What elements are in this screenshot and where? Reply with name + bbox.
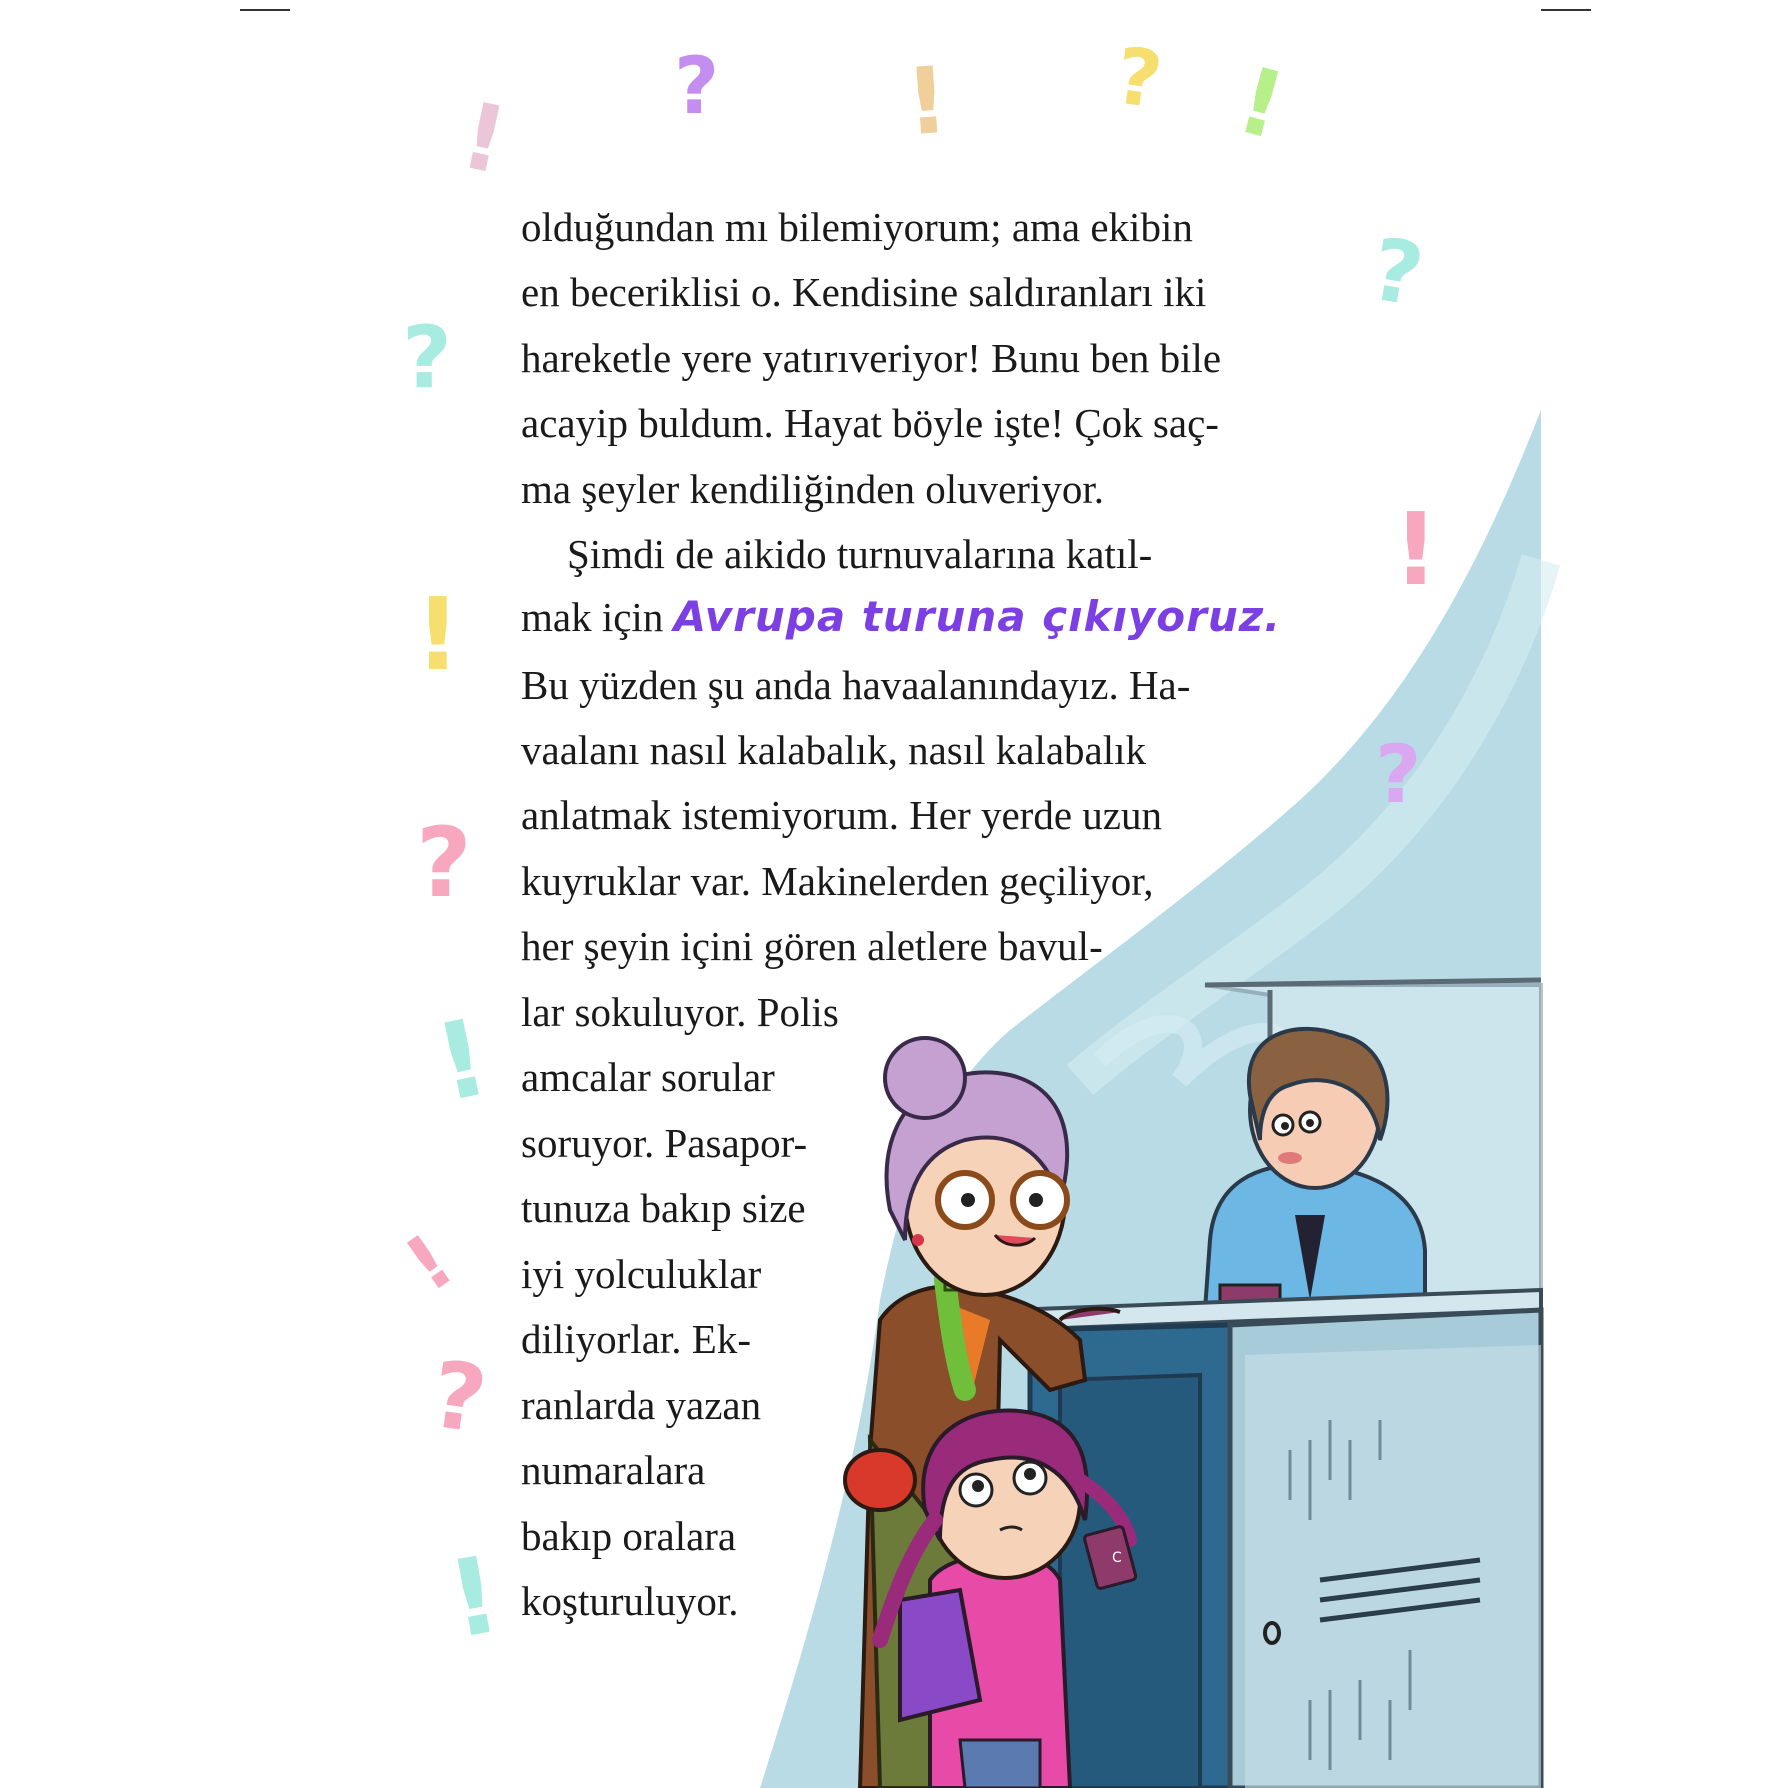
text-line: Şimdi de aikido turnuvalarına katıl- — [567, 531, 1153, 577]
decor-question-mark: ? — [416, 807, 472, 919]
decor-exclaim-mark: ! — [439, 1532, 509, 1663]
text-line: koşturuluyor. — [521, 1578, 739, 1624]
text-line: mak için — [521, 594, 664, 640]
passport-letter: C — [1112, 1550, 1122, 1566]
text-line: lar sokuluyor. Polis — [521, 989, 839, 1035]
text-line: ranlarda yazan — [521, 1382, 762, 1428]
highlight-phrase: Avrupa turuna çıkıyoruz. — [673, 592, 1282, 641]
decor-exclaim-mark: ! — [415, 576, 461, 693]
text-line: bakıp oralara — [521, 1513, 737, 1559]
decor-exclaim-mark: ! — [1393, 491, 1439, 608]
text-line: kuyruklar var. Makinelerden geçiliyor, — [521, 858, 1154, 904]
text-line: soruyor. Pasapor- — [521, 1120, 808, 1166]
decor-question-mark: ? — [424, 1340, 493, 1455]
text-line: iyi yolculuklar — [521, 1251, 762, 1297]
text-line: diliyorlar. Ek- — [521, 1316, 752, 1362]
text-line: tunuza bakıp size — [521, 1185, 806, 1231]
decor-exclaim-mark: ! — [389, 1216, 469, 1309]
text-line: olduğundan mı bilemiyorum; ama ekibin — [521, 204, 1193, 250]
text-line: en beceriklisi o. Kendisine saldıranları iki — [521, 269, 1207, 315]
decor-exclaim-mark: ! — [425, 995, 499, 1126]
decor-exclaim-mark: ! — [1226, 46, 1296, 161]
text-line: anlatmak istemiyorum. Her yerde uzun — [521, 792, 1162, 838]
text-line: amcalar sorular — [521, 1054, 775, 1100]
text-line: acayip buldum. Hayat böyle işte! Çok saç- — [521, 400, 1219, 446]
text-line: ma şeyler kendiliğinden oluveriyor. — [521, 466, 1104, 512]
text-line: numaralara — [521, 1447, 706, 1493]
decor-exclaim-mark: ! — [452, 81, 516, 196]
text-line: hareketle yere yatırıveriyor! Bunu ben bile — [521, 335, 1222, 381]
decor-question-mark: ? — [1375, 728, 1422, 821]
text-line: Bu yüzden şu anda havaalanındayız. Ha- — [521, 662, 1191, 708]
decor-question-mark: ? — [674, 42, 720, 132]
decor-exclaim-mark: ! — [902, 46, 952, 157]
text-line: vaalanı nasıl kalabalık, nasıl kalabalık — [521, 727, 1147, 773]
decor-question-mark: ? — [402, 308, 452, 408]
text-line-with-highlight — [521, 592, 1282, 641]
decor-question-mark: ? — [1363, 219, 1431, 327]
text-line: her şeyin içini gören aletlere bavul- — [521, 923, 1103, 969]
decor-question-mark: ? — [1109, 31, 1168, 127]
